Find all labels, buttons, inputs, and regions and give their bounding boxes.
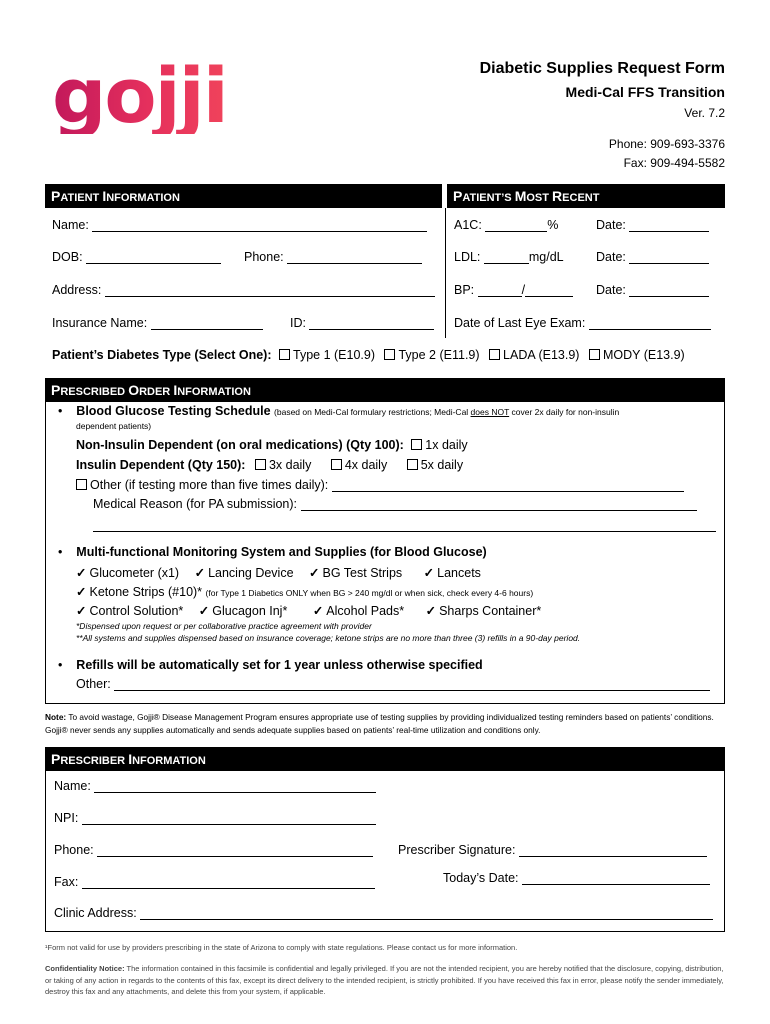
form-version: Ver. 7.2: [684, 106, 725, 120]
prescriber-fax-input[interactable]: [82, 875, 375, 889]
other-input[interactable]: [114, 677, 710, 691]
form-title: Diabetic Supplies Request Form: [479, 60, 725, 77]
mfms-row: • Multi-functional Monitoring System and Supplies (for Blood Glucose): [58, 545, 487, 559]
patient-dob-field[interactable]: DOB:: [52, 250, 221, 264]
bullet-icon: •: [58, 658, 63, 672]
eye-exam-input[interactable]: [589, 316, 711, 330]
checkbox-icon[interactable]: [255, 459, 266, 470]
ldl-date-input[interactable]: [629, 250, 709, 264]
checkbox-icon[interactable]: [279, 349, 290, 360]
checkmark-icon: ✓: [76, 585, 87, 599]
ldl-input[interactable]: [484, 250, 529, 264]
gojji-logo: gojji: [52, 51, 227, 140]
a1c-field[interactable]: A1C: %: [454, 218, 559, 232]
wastage-note: Note: To avoid wastage, Gojji® Disease Management Program ensures appropriate use of testing supplies by providing individualized testing reminders based on patients’ conditions. Gojji® never sends any supplies automatically and sends adequate supplies based on patients’ real-time utilization and conditions only.: [45, 712, 714, 735]
other-testing-input[interactable]: [332, 478, 684, 492]
patient-phone-input[interactable]: [287, 250, 422, 264]
diabetes-type-row: Patient’s Diabetes Type (Select One): Type 1 (E10.9) Type 2 (E11.9) LADA (E13.9) MODY (E13.9): [52, 348, 685, 362]
a1c-input[interactable]: [485, 218, 547, 232]
column-divider: [445, 208, 446, 338]
patients-most-recent-heading: PATIENT’S MOST RECENT: [447, 184, 725, 208]
non-insulin-row: Non-Insulin Dependent (on oral medications) (Qty 100): 1x daily: [76, 438, 468, 452]
bgts-row: • Blood Glucose Testing Schedule (based on Medi-Cal formulary restrictions; Medi-Cal does NOT cover 2x daily for non-insulin: [58, 404, 620, 418]
bp-diastolic-input[interactable]: [525, 283, 573, 297]
bp-date-input[interactable]: [629, 283, 709, 297]
bullet-icon: •: [58, 404, 63, 418]
confidentiality-notice: Confidentiality Notice: The information contained in this facsimile is confidential and legally privileged. If you are not the intended recipient, you are hereby notified that the disclosure, copying, distribution, or taking of any action in regards to the contents of this fax, except its direct delivery to the intended recipient, is strictly prohibited. If you have received this fax in error, please notify the sender immediately, destroy this fax and any attachments, and delete this from your system, if applicable.: [45, 964, 724, 996]
arizona-notice: ¹Form not valid for use by providers prescribing in the state of Arizona to comply with state regulations. Please contact us for more information.: [45, 943, 518, 952]
supplies-row-1: ✓ Glucometer (x1) ✓ Lancing Device ✓ BG Test Strips ✓ Lancets: [76, 566, 481, 580]
a1c-date-field[interactable]: Date:: [596, 218, 709, 232]
checkmark-icon: ✓: [309, 566, 320, 580]
checkmark-icon: ✓: [312, 604, 324, 618]
todays-date-field[interactable]: Today’s Date:: [443, 871, 710, 885]
prescriber-phone-field[interactable]: Phone:: [54, 843, 373, 857]
checkbox-icon[interactable]: [76, 479, 87, 490]
bullet-icon: •: [58, 545, 63, 559]
checkbox-icon[interactable]: [411, 439, 422, 450]
ldl-field[interactable]: LDL: mg/dL: [454, 250, 564, 264]
prescriber-name-field[interactable]: Name:: [54, 779, 376, 793]
prescribed-order-heading: PRESCRIBED ORDER INFORMATION: [45, 378, 725, 402]
medical-reason-line-2[interactable]: [93, 531, 716, 532]
checkmark-icon: ✓: [76, 604, 87, 618]
checkbox-icon[interactable]: [489, 349, 500, 360]
checkmark-icon: ✓: [198, 604, 210, 618]
prescriber-fax-field[interactable]: Fax:: [54, 875, 375, 889]
footnote-dispensed: *Dispensed upon request or per collaborative practice agreement with provider: [76, 621, 372, 631]
patient-dob-input[interactable]: [86, 250, 221, 264]
patient-address-field[interactable]: Address:: [52, 283, 435, 297]
ldl-date-field[interactable]: Date:: [596, 250, 709, 264]
footnote-coverage: **All systems and supplies dispensed based on insurance coverage; ketone strips are no more than three (3) refills in a 90-day period.: [76, 633, 581, 643]
supplies-row-3: ✓ Control Solution* ✓ Glucagon Inj* ✓ Alcohol Pads* ✓ Sharps Container*: [76, 604, 542, 618]
contact-phone: Phone: 909-693-3376: [608, 137, 725, 151]
prescriber-name-input[interactable]: [94, 779, 376, 793]
other-row[interactable]: Other:: [76, 677, 710, 691]
patient-id-field[interactable]: ID:: [290, 316, 434, 330]
prescriber-phone-input[interactable]: [97, 843, 373, 857]
patient-insurance-field[interactable]: Insurance Name:: [52, 316, 263, 330]
checkmark-icon: ✓: [76, 566, 87, 580]
insurance-name-input[interactable]: [151, 316, 263, 330]
bp-date-field[interactable]: Date:: [596, 283, 709, 297]
clinic-address-input[interactable]: [140, 906, 713, 920]
a1c-date-input[interactable]: [629, 218, 709, 232]
contact-fax: Fax: 909-494-5582: [623, 156, 725, 170]
patient-name-field[interactable]: Name:: [52, 218, 427, 232]
checkbox-icon[interactable]: [331, 459, 342, 470]
form-subtitle: Medi-Cal FFS Transition: [565, 84, 725, 100]
checkmark-icon: ✓: [425, 604, 437, 618]
checkmark-icon: ✓: [423, 566, 435, 580]
checkbox-icon[interactable]: [407, 459, 418, 470]
prescriber-information-heading: PRESCRIBER INFORMATION: [45, 747, 725, 771]
bgts-note-continued: dependent patients): [76, 421, 152, 431]
checkmark-icon: ✓: [194, 566, 206, 580]
insulin-row: Insulin Dependent (Qty 150): 3x daily 4x daily 5x daily: [76, 458, 464, 472]
patient-phone-field[interactable]: Phone:: [244, 250, 422, 264]
bp-systolic-input[interactable]: [478, 283, 522, 297]
clinic-address-field[interactable]: Clinic Address:: [54, 906, 713, 920]
eye-exam-field[interactable]: Date of Last Eye Exam:: [454, 316, 711, 330]
checkbox-icon[interactable]: [589, 349, 600, 360]
ketone-row: ✓ Ketone Strips (#10)* (for Type 1 Diabetics ONLY when BG > 240 mg/dl or when sick, check every 4-6 hours): [76, 585, 534, 599]
checkbox-icon[interactable]: [384, 349, 395, 360]
patient-address-input[interactable]: [105, 283, 435, 297]
prescriber-npi-input[interactable]: [82, 811, 376, 825]
prescriber-signature-input[interactable]: [519, 843, 707, 857]
refills-row: • Refills will be automatically set for 1 year unless otherwise specified: [58, 658, 483, 672]
todays-date-input[interactable]: [522, 871, 710, 885]
other-testing-row[interactable]: Other (if testing more than five times daily):: [76, 478, 684, 492]
medical-reason-input[interactable]: [301, 497, 697, 511]
patient-name-input[interactable]: [92, 218, 427, 232]
bp-field[interactable]: BP: /: [454, 283, 573, 297]
medical-reason-row[interactable]: Medical Reason (for PA submission):: [93, 497, 697, 511]
patient-id-input[interactable]: [309, 316, 434, 330]
prescriber-signature-field[interactable]: Prescriber Signature:: [398, 843, 707, 857]
patient-information-heading: PATIENT INFORMATION: [45, 184, 442, 208]
prescriber-npi-field[interactable]: NPI:: [54, 811, 376, 825]
